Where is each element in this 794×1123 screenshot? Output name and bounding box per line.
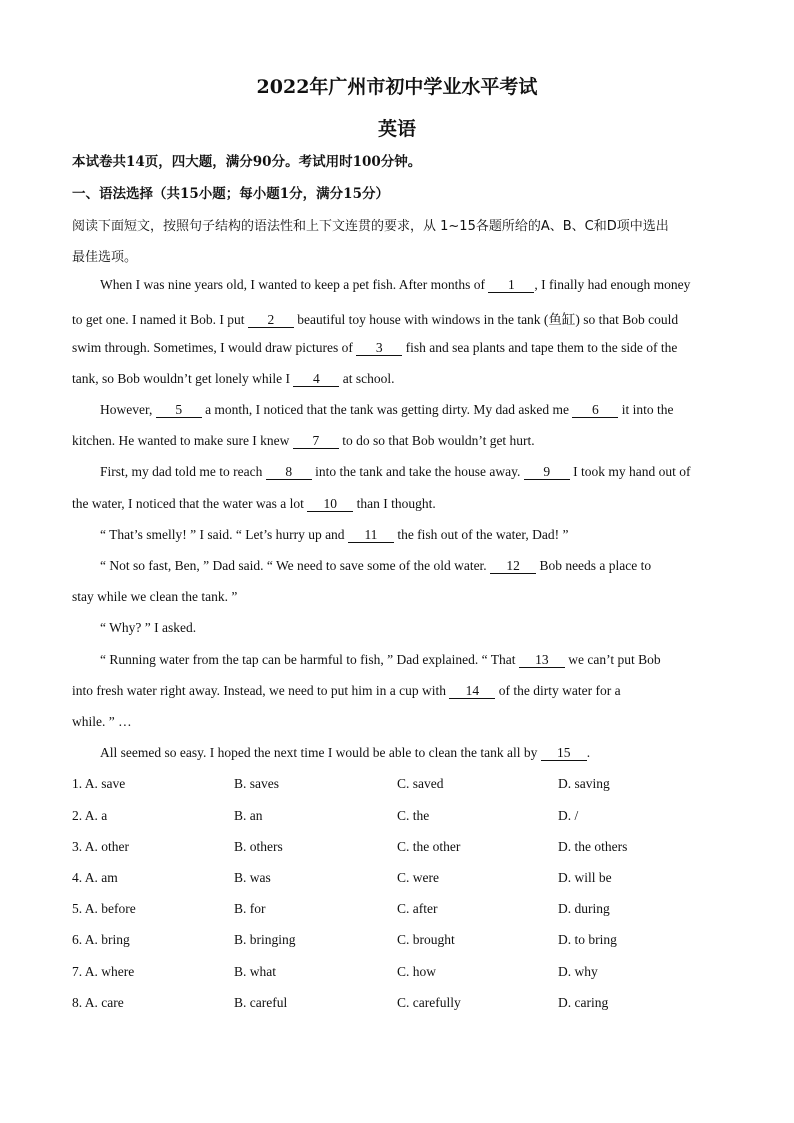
passage-line: while. ” … — [72, 714, 132, 729]
option-a: 3. A. other — [72, 839, 129, 854]
option-a: 4. A. am — [72, 870, 118, 885]
blank-9: 9 — [524, 465, 570, 480]
option-c: C. brought — [397, 932, 455, 947]
option-a: 8. A. care — [72, 995, 124, 1010]
exam-title: 2022年广州市初中学业水平考试 — [256, 76, 538, 98]
passage-line: kitchen. He wanted to make sure I knew 7 to do so that Bob wouldn’t get hurt. — [72, 433, 535, 448]
option-c: C. saved — [397, 776, 444, 791]
exam-intro: 本试卷共14页，四大题，满分90分。考试用时100分钟。 — [72, 154, 422, 170]
passage-line: When I was nine years old, I wanted to keep a pet fish. After months of 1 , I finally had enough money — [100, 277, 691, 292]
passage-line: All seemed so easy. I hoped the next time I would be able to clean the tank all by 15 . — [100, 745, 591, 760]
option-d: D. / — [558, 808, 579, 823]
option-c: C. after — [397, 901, 438, 916]
option-b: B. saves — [234, 776, 279, 791]
option-c: C. the other — [397, 839, 461, 854]
blank-6: 6 — [572, 403, 618, 418]
blank-12: 12 — [490, 559, 536, 574]
option-d: D. during — [558, 901, 610, 916]
option-b: B. careful — [234, 995, 288, 1010]
option-a: 1. A. save — [72, 776, 126, 791]
subject-title: 英语 — [377, 118, 416, 140]
passage-line: tank, so Bob wouldn’t get lonely while I 4 at school. — [72, 371, 395, 386]
blank-15: 15 — [541, 746, 587, 761]
option-b: B. was — [234, 870, 271, 885]
option-c: C. carefully — [397, 995, 461, 1010]
passage-line: “ Why? ” I asked. — [100, 620, 197, 635]
passage-line: into fresh water right away. Instead, we need to put him in a cup with 14 of the dirty water for a — [72, 683, 621, 698]
passage-line: First, my dad told me to reach 8 into the tank and take the house away. 9 I took my hand out of — [100, 464, 691, 479]
blank-14: 14 — [449, 684, 495, 699]
option-b: B. for — [234, 901, 266, 916]
option-a: 5. A. before — [72, 901, 136, 916]
passage-line: “ Not so fast, Ben, ” Dad said. “ We need to save some of the old water. 12 Bob needs a place to — [100, 558, 652, 573]
blank-10: 10 — [307, 497, 353, 512]
blank-5: 5 — [156, 403, 202, 418]
option-a: 7. A. where — [72, 964, 135, 979]
option-a: 6. A. bring — [72, 932, 130, 947]
option-d: D. why — [558, 964, 598, 979]
passage-line: to get one. I named it Bob. I put 2 beautiful toy house with windows in the tank (鱼缸) so that Bob could — [72, 312, 679, 327]
option-b: B. an — [234, 808, 263, 823]
blank-2: 2 — [248, 313, 294, 328]
option-b: B. what — [234, 964, 276, 979]
blank-1: 1 — [488, 278, 534, 293]
blank-11: 11 — [348, 528, 394, 543]
blank-4: 4 — [293, 372, 339, 387]
option-b: B. bringing — [234, 932, 296, 947]
passage-line: stay while we clean the tank. ” — [72, 589, 238, 604]
blank-8: 8 — [266, 465, 312, 480]
option-d: D. to bring — [558, 932, 617, 947]
option-d: D. the others — [558, 839, 628, 854]
instructions-line-2: 最佳选项。 — [72, 250, 138, 265]
option-d: D. will be — [558, 870, 612, 885]
option-c: C. the — [397, 808, 430, 823]
passage-line: However, 5 a month, I noticed that the tank was getting dirty. My dad asked me 6 it into the — [100, 402, 674, 417]
option-d: D. caring — [558, 995, 609, 1010]
passage-line: “ That’s smelly! ” I said. “ Let’s hurry up and 11 the fish out of the water, Dad! ” — [100, 527, 569, 542]
blank-13: 13 — [519, 653, 565, 668]
section-heading: 一、语法选择（共15小题；每小题1分，满分15分） — [72, 186, 389, 202]
option-a: 2. A. a — [72, 808, 108, 823]
blank-3: 3 — [356, 341, 402, 356]
option-d: D. saving — [558, 776, 610, 791]
option-c: C. how — [397, 964, 437, 979]
passage-line: swim through. Sometimes, I would draw pictures of 3 fish and sea plants and tape them to the side of the — [72, 340, 678, 355]
passage-line: the water, I noticed that the water was a lot 10 than I thought. — [72, 496, 436, 511]
passage-line: “ Running water from the tap can be harmful to fish, ” Dad explained. “ That 13 we can’t put Bob — [100, 652, 661, 667]
instructions-line-1: 阅读下面短文，按照句子结构的语法性和上下文连贯的要求，从 1~15各题所给的A、B、C和D项中选出 — [72, 219, 669, 234]
option-b: B. others — [234, 839, 283, 854]
option-c: C. were — [397, 870, 439, 885]
blank-7: 7 — [293, 434, 339, 449]
